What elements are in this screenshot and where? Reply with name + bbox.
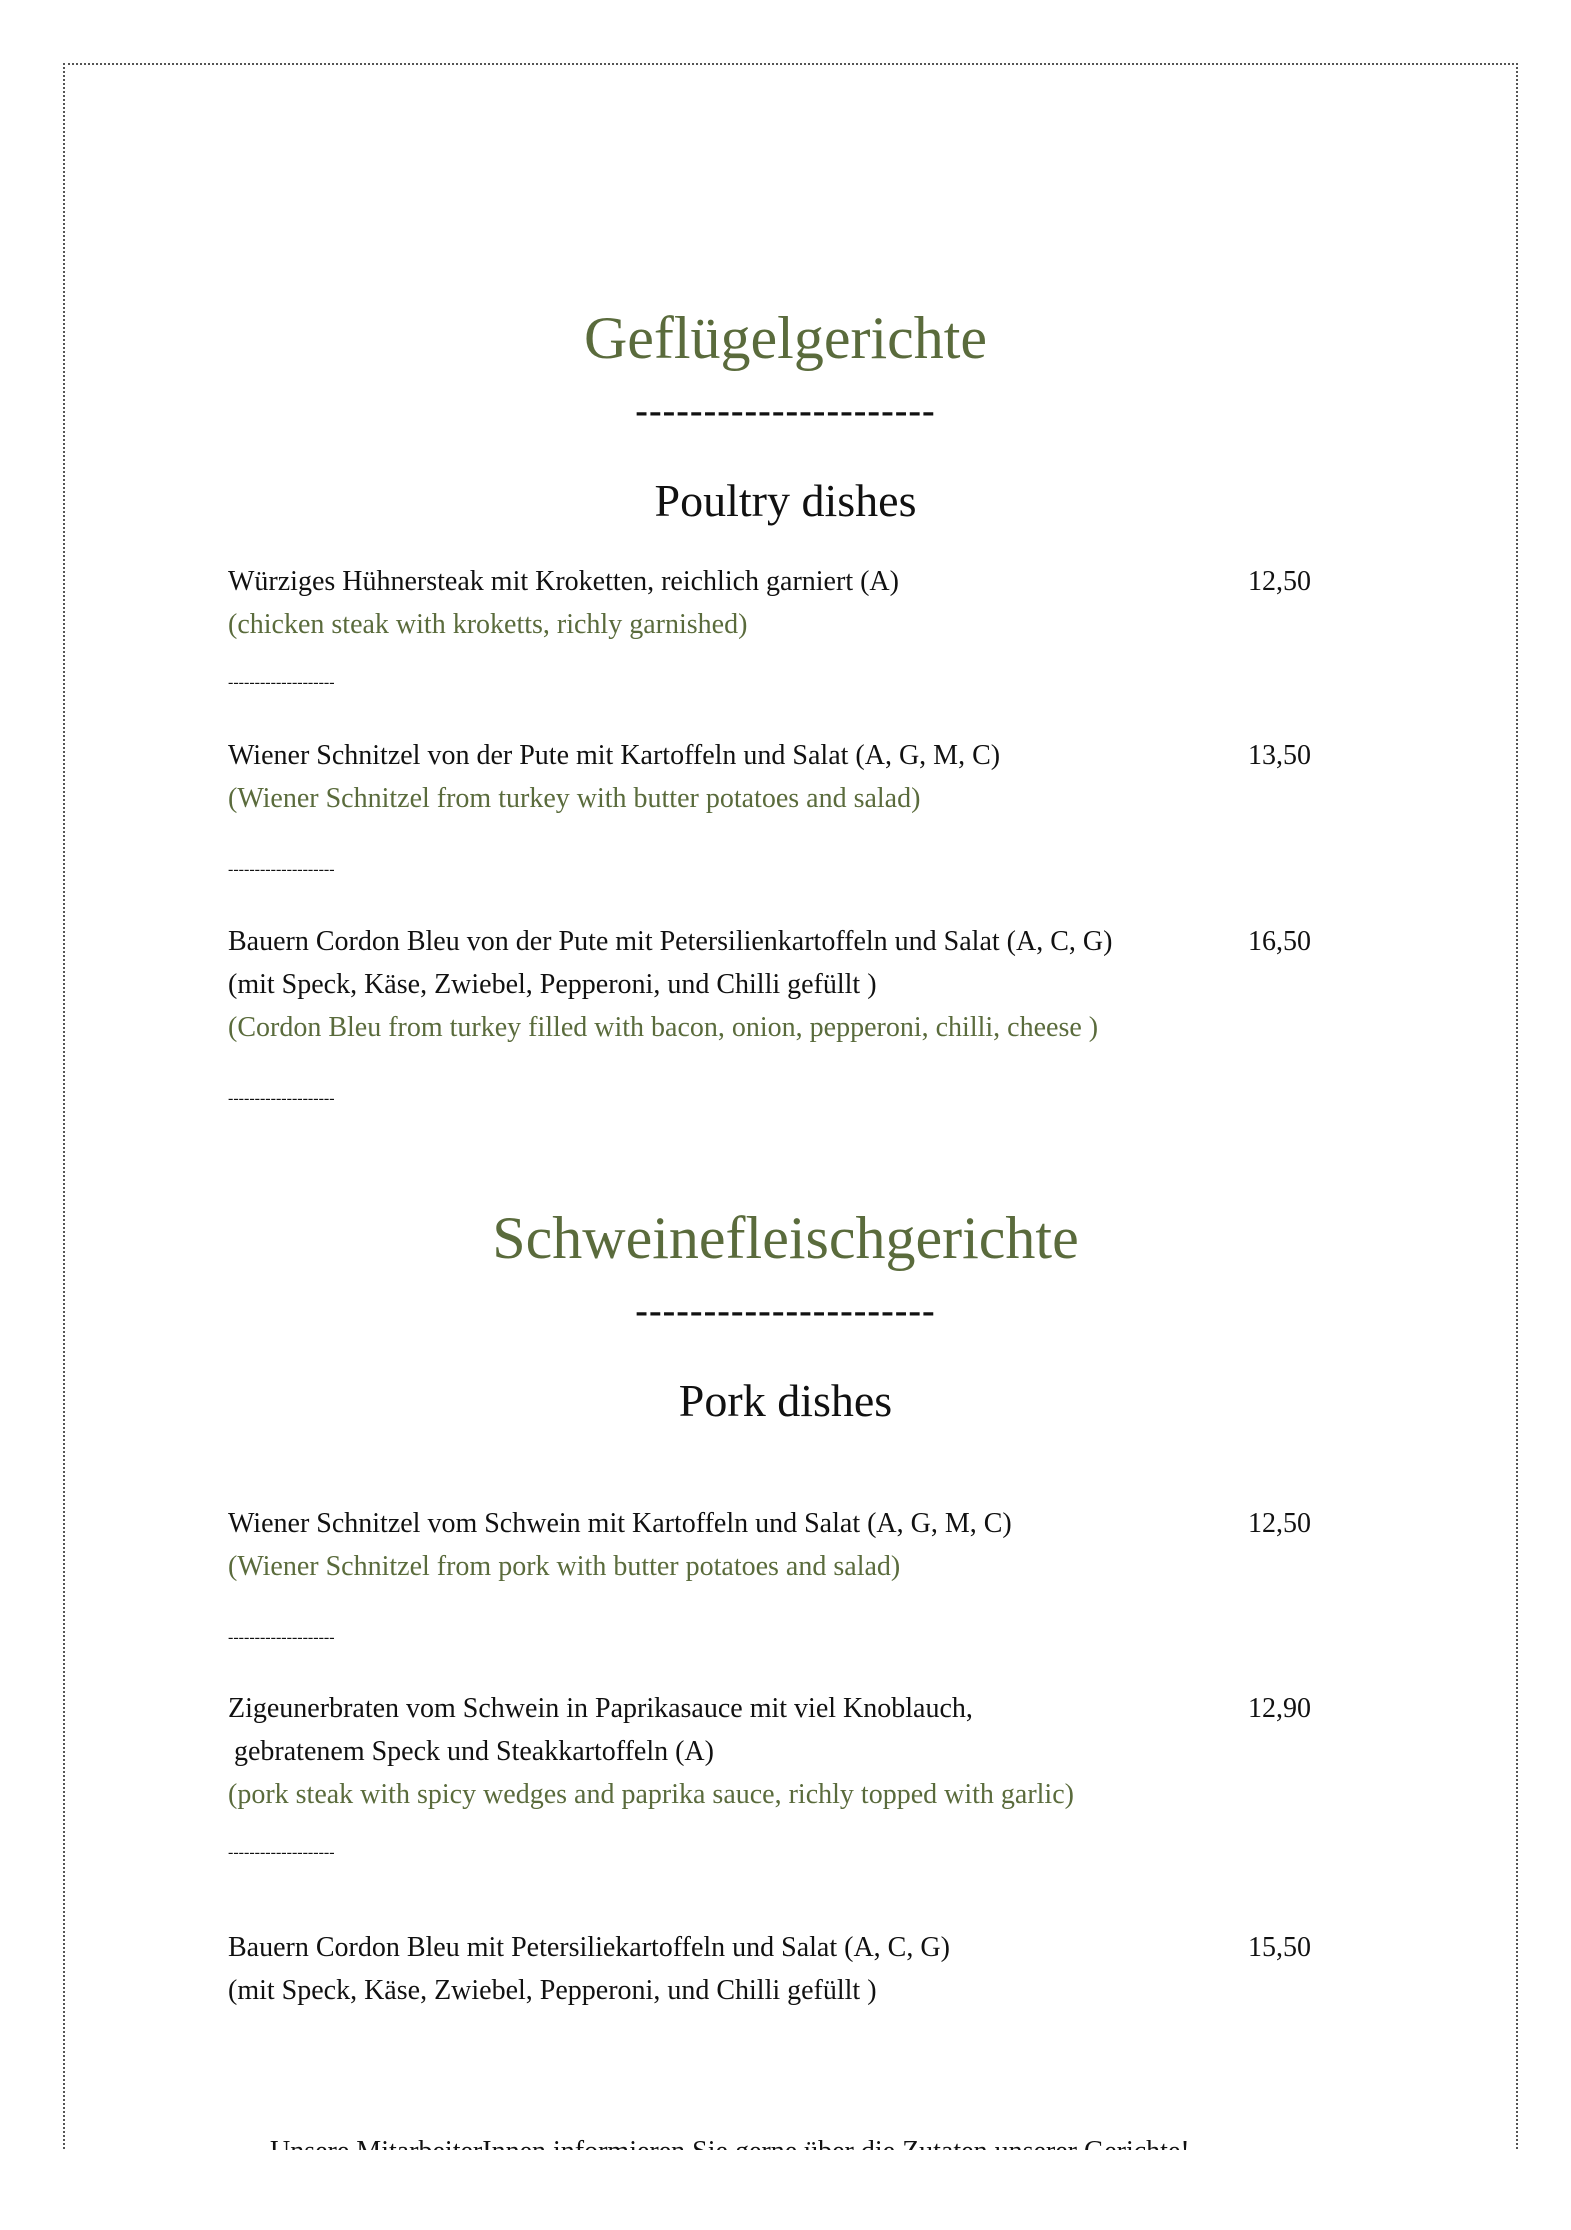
menu-item-price: 16,50 (1248, 926, 1311, 957)
menu-item-price: 12,90 (1248, 1693, 1311, 1724)
section-title-poultry: Geflügelgerichte (583, 305, 988, 371)
section-rule: ---------------------- (635, 1290, 936, 1332)
menu-item-translation: (Wiener Schnitzel from turkey with butter potatoes and salad) (228, 783, 921, 814)
menu-item-translation: (pork steak with spicy wedges and paprika sauce, richly topped with garlic) (228, 1779, 1074, 1810)
menu-item-name: Zigeunerbraten vom Schwein in Paprikasauce mit viel Knoblauch, (228, 1693, 973, 1724)
section-rule: ---------------------- (635, 390, 936, 432)
menu-item-translation: (Wiener Schnitzel from pork with butter potatoes and salad) (228, 1551, 901, 1582)
menu-item-name: Bauern Cordon Bleu mit Petersiliekartoffeln und Salat (A, C, G) (228, 1932, 950, 1963)
section-subtitle-poultry: Poultry dishes (654, 475, 917, 526)
page-border (63, 63, 1518, 2153)
item-separator: -------------------- (228, 1629, 335, 1646)
menu-item-price: 13,50 (1248, 740, 1311, 771)
menu-item-description: (mit Speck, Käse, Zwiebel, Pepperoni, und Chilli gefüllt ) (228, 969, 877, 1000)
section-subtitle-pork: Pork dishes (678, 1375, 893, 1426)
item-separator: -------------------- (228, 674, 335, 691)
menu-item-price: 15,50 (1248, 1932, 1311, 1963)
menu-item-price: 12,50 (1248, 566, 1311, 597)
menu-item-name: Würziges Hühnersteak mit Kroketten, reichlich garniert (A) (228, 566, 899, 597)
menu-item-name: Wiener Schnitzel vom Schwein mit Kartoffeln und Salat (A, G, M, C) (228, 1508, 1012, 1539)
item-separator: -------------------- (228, 1844, 335, 1861)
menu-item-translation: (Cordon Bleu from turkey filled with bacon, onion, pepperoni, chilli, cheese ) (228, 1012, 1099, 1043)
item-separator: -------------------- (228, 1090, 335, 1107)
menu-item-translation: (chicken steak with kroketts, richly garnished) (228, 609, 748, 640)
menu-item-description: (mit Speck, Käse, Zwiebel, Pepperoni, und Chilli gefüllt ) (228, 1975, 877, 2006)
section-title-pork: Schweinefleischgerichte (492, 1205, 1079, 1271)
menu-item-price: 12,50 (1248, 1508, 1311, 1539)
item-separator: -------------------- (228, 861, 335, 878)
page-cutoff (0, 2150, 1571, 2230)
menu-item-name: Wiener Schnitzel von der Pute mit Kartoffeln und Salat (A, G, M, C) (228, 740, 1001, 771)
menu-item-name: Bauern Cordon Bleu von der Pute mit Petersilienkartoffeln und Salat (A, C, G) (228, 926, 1113, 957)
menu-item-description: gebratenem Speck und Steakkartoffeln (A) (234, 1736, 714, 1767)
